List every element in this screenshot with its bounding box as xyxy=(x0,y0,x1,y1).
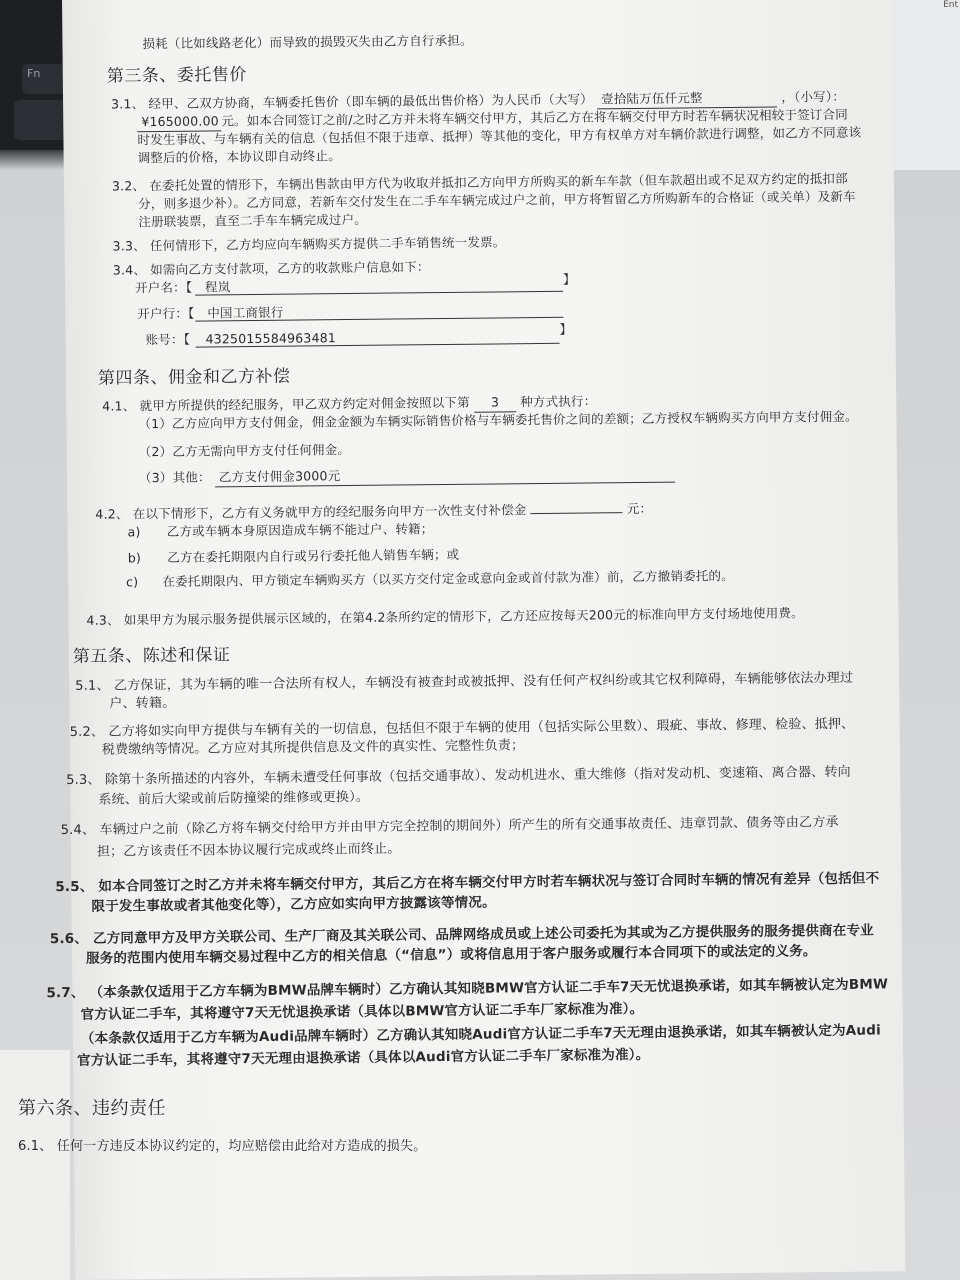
clause-5-5: 5.5、 如本合同签订之时乙方并未将车辆交付甲方，其后乙方在将车辆交付甲方时若车辆状况与签订合同时车辆的情况有差异（包括但不 xyxy=(55,870,880,896)
clause-text: 种方式执行： xyxy=(520,393,597,410)
monitor-text: Ent xyxy=(943,0,958,10)
clause-text: 3.1、 经甲、乙双方协商，车辆委托售价（即车辆的最低出售价格）为人民币（大写） xyxy=(111,91,594,112)
clause-5-4: 5.4、 车辆过户之前（除乙方将车辆交付给甲方并由甲方完全控制的期间外）所产生的所有交通事故责任、违章罚款、债务等由乙方承 xyxy=(60,814,839,839)
clause-5-3: 5.3、 除第十条所描述的内容外，车辆未遭受任何事故（包括交通事故）、发动机进水、重大维修（指对发动机、变速箱、离合器、转向 xyxy=(66,764,851,788)
clause-3-1-cont2: 时发生事故、与车辆有关的信息（包括但不限于违章、抵押）等其他的变化，甲方有权单方对车辆价款进行调整，如乙方不同意该 xyxy=(137,124,862,148)
clause-5-6-cont: 服务的范围内使用车辆交易过程中乙方的相关信息（“信息”）或将信息用于客户服务或履行本合同项下的或法定的义务。 xyxy=(85,943,817,967)
clause-6-1: 6.1、 任何一方违反本协议约定的，均应赔偿由此给对方造成的损失。 xyxy=(18,1139,427,1154)
account-name-underline xyxy=(195,291,563,296)
clause-text: 4.1、 就甲方所提供的经纪服务，甲乙双方约定对佣金按照以下第 xyxy=(102,394,470,414)
clause-5-7-cont: 官方认证二手车，其将遵守7天无忧退换承诺（具体以BMW官方认证二手车厂家标准为准）。 xyxy=(80,1000,644,1023)
clause-3-2: 3.2、 在委托处置的情形下，车辆出售款由甲方代为收取并抵扣乙方向甲方所购买的新车车款（但车款超出或不足双方约定的抵扣部 xyxy=(111,170,848,194)
clause-5-1: 5.1、 乙方保证，其为车辆的唯一合法所有权人，车辆没有被查封或被抵押、没有任何产权纠纷或其它权利障碍，车辆能够依法办理过 xyxy=(75,670,854,694)
option-1: （1）乙方应向甲方支付佣金，佣金金额为车辆实际销售价格与车辆委托售价之间的差额；乙方授权车辆购买方向甲方支付佣金。 xyxy=(138,408,858,432)
clause-3-3: 3.3、 任何情形下，乙方均应向车辆购买方提供二手车销售统一发票。 xyxy=(112,234,506,254)
item-text: 在委托期限内、甲方锁定车辆购买方（以买方交付定金或意向金或首付款为准）前，乙方撤销委托的。 xyxy=(162,567,735,589)
clause-4-2-item-a xyxy=(127,520,433,541)
close-bracket: 】 xyxy=(562,271,576,287)
clause-5-7: 5.7、 （本条款仅适用于乙方车辆为BMW品牌车辆时）乙方确认其知晓BMW官方认证二手车7天无忧退换承诺，如其车辆被认定为BMW xyxy=(46,976,889,1002)
account-number-label: 账号：【 xyxy=(145,331,191,348)
clause-text: 元。如本合同签订之前/之时乙方并未将车辆交付甲方，其后乙方在将车辆交付甲方时若车辆状况相较于签订合同 xyxy=(221,106,849,129)
price-upper-field: 壹拾陆万伍仟元整 xyxy=(597,89,777,110)
account-bank-value: 中国工商银行 xyxy=(207,304,284,321)
monitor-edge xyxy=(890,0,960,170)
clause-3-2-cont2: 注册联装票，直至二手车车辆完成过户。 xyxy=(138,211,368,230)
clause-4-3: 4.3、 如果甲方为展示服务提供展示区域的，在第4.2条所约定的情形下，乙方还应按每天200元的标准向甲方支付场地使用费。 xyxy=(86,605,804,628)
account-name-value: 程岚 xyxy=(204,279,231,295)
account-bank-label: 开户行：【 xyxy=(137,305,195,322)
clause-5-4-cont: 担；乙方该责任不因本协议履行完成或终止而终止。 xyxy=(96,841,401,860)
clause-5-3-cont: 系统、前后大梁或前后防撞梁的维修或更换）。 xyxy=(98,789,370,808)
item-text: 乙方或车辆本身原因造成车辆不能过户、转籍； xyxy=(166,521,434,539)
item-mark: c) xyxy=(126,574,139,590)
paper-lower-left xyxy=(0,1050,70,1280)
price-lower-field: ¥165000.00 xyxy=(137,112,221,132)
clause-5-5-cont: 限于发生事故或者其他变化等），乙方应如实向甲方披露该等情况。 xyxy=(91,894,496,915)
clause-5-6: 5.6、 乙方同意甲方及甲方关联公司、生产厂商及其关联公司、品牌网络成员或上述公司委托为其或为乙方提供服务的服务提供商在专业 xyxy=(49,922,874,948)
item-text: 乙方在委托期限内自行或另行委托他人销售车辆；或 xyxy=(167,546,460,565)
clause-3-4: 3.4、 如需向乙方支付款项，乙方的收款账户信息如下： xyxy=(112,259,430,278)
clause-5-7-audi: （本条款仅适用于乙方车辆为Audi品牌车辆时）乙方确认其知晓Audi官方认证二手车7天无理由退换承诺，如其车辆被认定为Audi xyxy=(80,1022,881,1047)
option-3 xyxy=(139,464,675,489)
clause-3-1-cont3: 调整后的价格，本协议即自动终止。 xyxy=(137,148,341,166)
contract-page xyxy=(46,0,905,1280)
account-number-value: 4325015584963481 xyxy=(205,330,337,347)
clause-text: 元： xyxy=(626,500,653,517)
option-3-value: 乙方支付佣金3000元 xyxy=(215,464,675,488)
clause-text: ，（小写）： xyxy=(781,88,846,105)
clause-5-1-cont: 户、转籍。 xyxy=(109,695,176,712)
commission-choice-field: 3 xyxy=(474,393,516,412)
clause-4-2-item-c xyxy=(126,567,734,591)
compensation-field xyxy=(531,512,623,514)
fn-key: Fn xyxy=(22,64,66,94)
option-label: （3）其他： xyxy=(138,469,211,486)
clause-5-7-audi-cont: 官方认证二手车，其将遵守7天无理由退换承诺（具体以Audi官方认证二手车厂家标准为准）。 xyxy=(77,1046,650,1069)
article-4-title: 第四条、佣金和乙方补偿 xyxy=(97,366,291,389)
account-name-label: 开户名：【 xyxy=(134,279,193,296)
clause-5-2-cont: 税费缴纳等情况。乙方应对其所提供信息及文件的真实性、完整性负责； xyxy=(101,738,525,758)
clause-3-2-cont: 分，则多退少补）。乙方同意，若新车交付发生在二手车车辆完成过户之前，甲方将暂留乙方所购新车的合格证（或关单）及新车 xyxy=(138,188,856,212)
carryover-line: 损耗（比如线路老化）而导致的损毁灭失由乙方自行承担。 xyxy=(142,32,473,52)
item-mark: a) xyxy=(127,524,141,540)
clause-text: 4.2、 在以下情形下，乙方有义务就甲方的经纪服务向甲方一次性支付补偿金 xyxy=(95,502,527,522)
clause-5-2: 5.2、 乙方将如实向甲方提供与车辆有关的一切信息，包括但不限于车辆的使用（包括实际公里数）、瑕疵、事故、修理、检验、抵押、 xyxy=(69,716,855,740)
article-6-title: 第六条、违约责任 xyxy=(18,1098,166,1119)
close-bracket: 】 xyxy=(559,321,573,337)
item-mark: b) xyxy=(127,550,142,566)
article-5-title: 第五条、陈述和保证 xyxy=(72,645,231,667)
article-3-title: 第三条、委托售价 xyxy=(106,65,247,87)
option-2: （2）乙方无需向甲方支付任何佣金。 xyxy=(138,442,351,460)
clause-4-2-item-b xyxy=(128,546,460,567)
